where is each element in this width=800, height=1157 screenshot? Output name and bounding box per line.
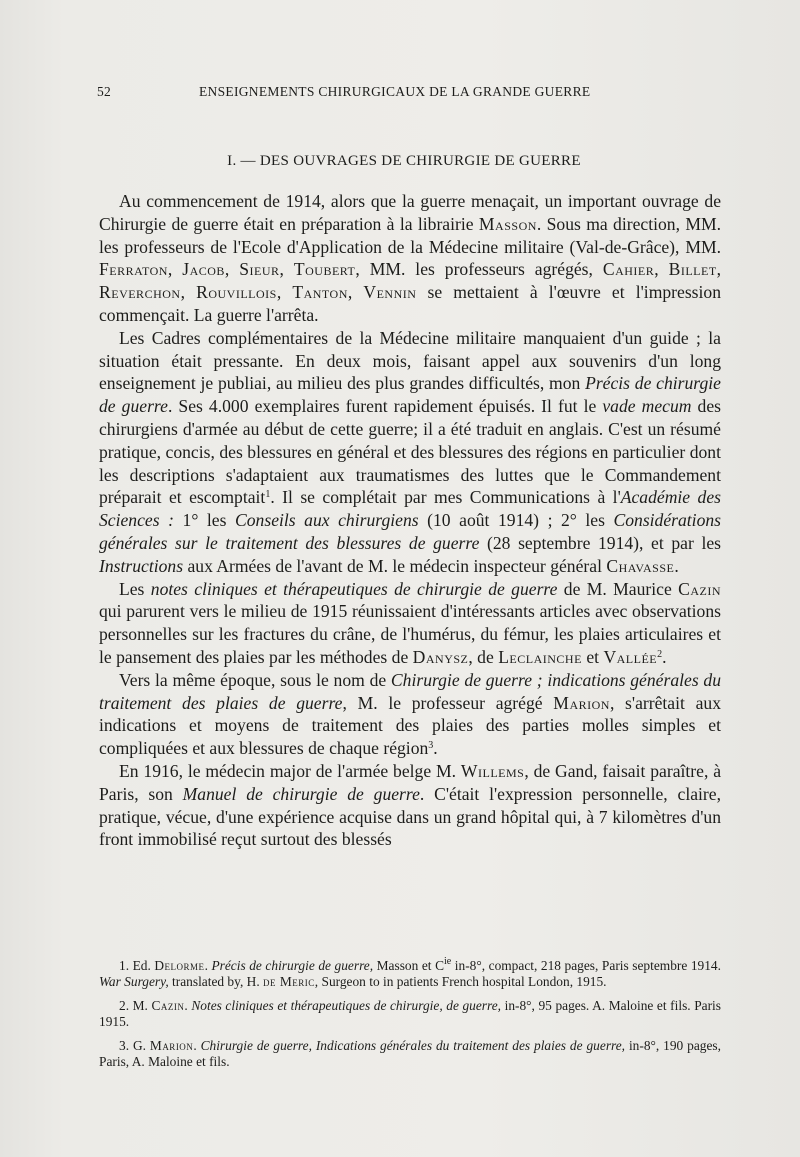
page-number: 52 bbox=[97, 84, 112, 99]
footnotes bbox=[99, 958, 721, 1077]
paragraph-5: En 1916, le médecin major de l'armée belge M. Willems, de Gand, faisait paraître, à Paris, son Manuel de chirurgie de guerre. C'était l'expression personnelle, claire, pratique, vécue, d'une expérience acquise dans un grand hôpital qui, à 7 kilomètres d'un front immobilisé reçut surtout des blessés bbox=[99, 760, 721, 850]
paragraph-3: Les notes cliniques et thérapeutiques de chirurgie de guerre de M. Maurice Cazin qui parurent vers le milieu de 1915 réunissaient d'intéressants articles avec observations personnelles sur les fractures du crâne, de l'humérus, du fémur, les plaies articulaires et le pansement des plaies par les méthodes de Danysz, de Leclainche et Vallée$^2$. bbox=[99, 578, 722, 667]
body-text bbox=[99, 190, 721, 851]
section-title: I. — DES OUVRAGES DE CHIRURGIE DE GUERRE bbox=[227, 153, 581, 169]
footnote-ref-3: 3 bbox=[428, 740, 434, 752]
running-title: ENSEIGNEMENTS CHIRURGICAUX DE LA GRANDE GUERRE bbox=[199, 84, 591, 99]
footnote-1: 1. Ed. Delorme. Précis de chirurgie de guerre, Masson et $C^{ie}$ in-8°, compact, 218 pages, Paris septembre 1914. War Surgery, translated by, H. de Meric, Surgeon to in patients French hospital London, 1915. bbox=[99, 956, 721, 990]
paragraph-2: Les Cadres complémentaires de la Médecine militaire manquaient d'un guide ; la situation était pressante. En deux mois, faisant appel aux souvenirs d'un long enseignement je publiai, au milieu des plus grandes difficultés, mon Précis de chirurgie de guerre. Ses 4.000 exemplaires furent rapidement épuisés. Il fut le vade mecum des chirurgiens d'armée au début de cette guerre; il a été traduit en anglais. C'est un résumé pratique, concis, des blessures en général et des blessures des régions en particulier dont les descriptions s'adaptaient aux traumatismes des luttes que le Commandement préparait et escomptait$^1$. Il se complétait par mes Communications à l'Académie des Sciences : 1° les Conseils aux chirurgiens (10 août 1914) ; 2° les Considérations générales sur le traitement des blessures de guerre (28 septembre 1914), et par les Instructions aux Armées de l'avant de M. le médecin inspecteur général Chavasse. bbox=[99, 327, 722, 576]
footnote-3: 3. G. Marion. Chirurgie de guerre, Indications générales du traitement des plaies de guerre, in-8°, 190 pages, Paris, A. Maloine et fils. bbox=[99, 1037, 721, 1070]
footnote-2: 2. M. Cazin. Notes cliniques et thérapeutiques de chirurgie, de guerre, in-8°, 95 pages. A. Maloine et fils. Paris 1915. bbox=[99, 997, 721, 1030]
running-header bbox=[97, 84, 620, 104]
paragraph-4: Vers la même époque, sous le nom de Chirurgie de guerre ; indications générales du traitement des plaies de guerre, M. le professeur agrégé Marion, s'arrêtait aux indications et moyens de traitement des plaies des parties molles simples et compliquées et aux blessures de chaque région$^3$. bbox=[99, 669, 721, 759]
footnote-ref-1: 1 bbox=[265, 489, 271, 501]
paragraph-1: Au commencement de 1914, alors que la guerre menaçait, un important ouvrage de Chirurgie de guerre était en préparation à la librairie Masson. Sous ma direction, MM. les professeurs de l'Ecole d'Application de la Médecine militaire (Val-de-Grâce), MM. Ferraton, Jacob, Sieur, Toubert, MM. les professeurs agrégés, Cahier, Billet, Reverchon, Rouvillois, Tanton, Vennin se mettaient à l'œuvre et l'impression commençait. La guerre l'arrêta. bbox=[99, 191, 722, 325]
footnote-ref-2: 2 bbox=[657, 648, 663, 660]
